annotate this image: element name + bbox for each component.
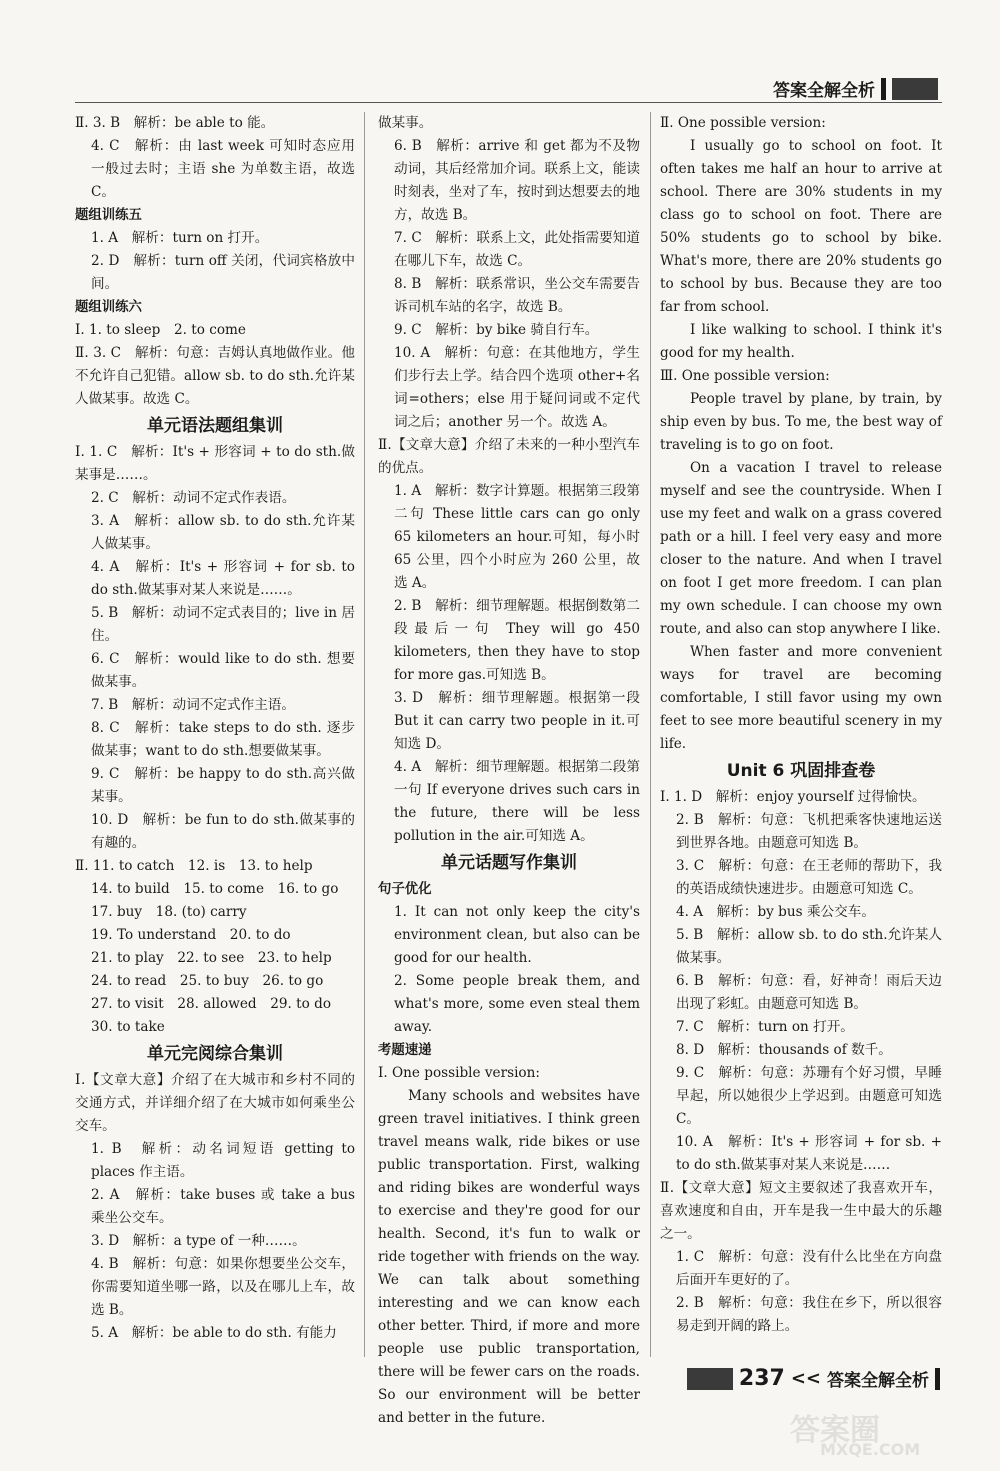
answer-item: 27. to visit 28. allowed 29. to do bbox=[91, 996, 332, 1012]
answer-item: 14. to build 15. to come 16. to go bbox=[91, 881, 339, 897]
answer-line: Ⅲ. One possible version: bbox=[660, 368, 830, 384]
answer-item: 30. to take bbox=[91, 1019, 165, 1035]
column-2 bbox=[378, 112, 640, 1430]
section-heading: 单元完阅综合集训 bbox=[147, 1044, 283, 1064]
answer-item: 2. D 解析：turn off 关闭，代词宾格放中间。 bbox=[91, 253, 355, 292]
header-title: 答案全解全析 bbox=[773, 81, 875, 101]
answer-item: 4. A 解析：It's + 形容词 + for sb. to do sth.做某事对某人来说是……。 bbox=[91, 559, 355, 598]
answer-item: 9. C 解析：by bike 骑自行车。 bbox=[394, 322, 599, 338]
answer-item: 10. D 解析：be fun to do sth.做某事的有趣的。 bbox=[91, 812, 355, 851]
header-bar bbox=[892, 78, 938, 100]
answer-item: 2. C 解析：动词不定式作表语。 bbox=[91, 490, 296, 506]
answer-line: Ⅱ. 11. to catch 12. is 13. to help bbox=[75, 858, 313, 874]
footer-divider bbox=[935, 1368, 940, 1390]
answer-item: 3. D 解析：a type of 一种……。 bbox=[91, 1233, 306, 1249]
answer-item: 10. A 解析：句意：在其他地方，学生们步行去上学。结合四个选项 other+名词=others；else 用于疑问词或不定代词之后；another 另一个。故选 A。 bbox=[394, 345, 640, 430]
answer-item: 7. C 解析：联系上文，此处指需要知道在哪儿下车，故选 C。 bbox=[394, 230, 640, 269]
footer-title: 答案全解全析 bbox=[827, 1371, 929, 1391]
answer-line: Ⅰ.【文章大意】介绍了在大城市和乡村不同的交通方式，并详细介绍了在大城市如何乘坐公交车。 bbox=[75, 1072, 355, 1134]
answer-item: 10. A 解析：It's + 形容词 + for sb. + to do sth.做某事对某人来说是…… bbox=[676, 1134, 942, 1173]
page-header bbox=[773, 76, 938, 101]
footer-bar bbox=[687, 1368, 733, 1390]
answer-item: 4. C 解析：由 last week 可知时态应用一般过去时；主语 she 为单数主语，故选 C。 bbox=[91, 138, 355, 200]
answer-item: 8. C 解析：take steps to do sth. 逐步做某事；want to do sth.想要做某事。 bbox=[91, 720, 355, 759]
answer-item: 6. B 解析：句意：看，好神奇！雨后天边出现了彩虹。由题意可知选 B。 bbox=[676, 973, 942, 1012]
answer-item: 6. C 解析：would like to do sth. 想要做某事。 bbox=[91, 651, 355, 690]
essay-paragraph: People travel by plane, by train, by ship even by bus. To me, the best way of traveling is to go on foot. bbox=[660, 391, 942, 453]
answer-line: Ⅱ. One possible version: bbox=[660, 115, 826, 131]
answer-item: 1. B 解析：动名词短语 getting to places 作主语。 bbox=[91, 1141, 355, 1180]
page-footer bbox=[687, 1366, 940, 1391]
answer-line: Ⅰ. One possible version: bbox=[378, 1065, 540, 1081]
section-heading: 单元话题写作集训 bbox=[441, 853, 577, 873]
answer-item: 24. to read 25. to buy 26. to go bbox=[91, 973, 324, 989]
watermark-url: MXQE.COM bbox=[820, 1440, 921, 1459]
answer-item: 1. It can not only keep the city's environment clean, but also can be good for our health. bbox=[394, 904, 640, 966]
subsection-heading: 考题速递 bbox=[378, 1043, 432, 1058]
answer-item: 2. B 解析：句意：飞机把乘客快速地运送到世界各地。由题意可知选 B。 bbox=[676, 812, 942, 851]
answer-item: 3. C 解析：句意：在王老师的帮助下，我的英语成绩快速进步。由题意可知选 C。 bbox=[676, 858, 942, 897]
answer-item: 5. A 解析：be able to do sth. 有能力 bbox=[91, 1325, 337, 1341]
answer-line: Ⅱ.【文章大意】短文主要叙述了我喜欢开车，喜欢速度和自由，开车是我一生中最大的乐趣之一。 bbox=[660, 1180, 942, 1242]
answer-item: 2. Some people break them, and what's more, some even steal them away. bbox=[394, 973, 640, 1035]
header-divider bbox=[881, 78, 886, 100]
chevron-left-icon: << bbox=[790, 1368, 821, 1389]
answer-item: 1. C 解析：句意：没有什么比坐在方向盘后面开车更好的了。 bbox=[676, 1249, 942, 1288]
essay-paragraph: I usually go to school on foot. It often takes me half an hour to arrive at school. There are 30% students in my class go to school on foot. There are 50% students go to school by bike. What's more, there are 20% students go to school by bus. Because they are too far from school. bbox=[660, 138, 942, 315]
essay-paragraph: Many schools and websites have green travel initiatives. I think green travel means walk, ride bikes or use public transportation. First, walking and riding bikes are wonderful ways to exercise and they're good for our health. Second, it's fun to walk or ride together with friends on the way. We can talk about something interesting and we can know each other better. Third, if more and more people use public transportation, there will be fewer cars on the roads. So our environment will be better and better in the future. bbox=[378, 1088, 640, 1426]
answer-item: 4. B 解析：句意：如果你想要坐公交车，你需要知道坐哪一路，以及在哪儿上车，故选 B。 bbox=[91, 1256, 355, 1318]
essay-paragraph: When faster and more convenient ways for travel are becoming comfortable, I still favor using my own feet to see more beautiful scenery in my life. bbox=[660, 644, 942, 752]
answer-line: Ⅱ. 3. C 解析：句意：吉姆认真地做作业。他不允许自己犯错。allow sb. to do sth.允许某人做某事。故选 C。 bbox=[75, 345, 355, 407]
subsection-heading: 题组训练五 bbox=[75, 208, 142, 223]
watermark-logo: 答案圈 bbox=[790, 1413, 880, 1448]
essay-paragraph: I like walking to school. I think it's good for my health. bbox=[660, 322, 942, 361]
answer-line: Ⅱ.【文章大意】介绍了未来的一种小型汽车的优点。 bbox=[378, 437, 640, 476]
subsection-heading: 句子优化 bbox=[378, 882, 432, 897]
answer-item: 19. To understand 20. to do bbox=[91, 927, 291, 943]
answer-item: 17. buy 18. (to) carry bbox=[91, 904, 247, 920]
answer-item: 6. B 解析：arrive 和 get 都为不及物动词，其后经常加介词。联系上文，能读时刻表，坐对了车，按时到达想要去的地方，故选 B。 bbox=[394, 138, 640, 223]
answer-item: 3. A 解析：allow sb. to do sth.允许某人做某事。 bbox=[91, 513, 355, 552]
answer-line: Ⅱ. 3. B 解析：be able to 能。 bbox=[75, 115, 275, 131]
answer-item: 3. D 解析：细节理解题。根据第一段 But it can carry two people in it.可知选 D。 bbox=[394, 690, 640, 752]
answer-line: Ⅰ. 1. D 解析：enjoy yourself 过得愉快。 bbox=[660, 789, 926, 805]
header-rule bbox=[75, 102, 942, 103]
subsection-heading: 题组训练六 bbox=[75, 300, 142, 315]
section-heading: 单元语法题组集训 bbox=[147, 416, 283, 436]
answer-item: 7. C 解析：turn on 打开。 bbox=[676, 1019, 854, 1035]
answer-item: 5. B 解析：allow sb. to do sth.允许某人做某事。 bbox=[676, 927, 942, 966]
answer-item: 2. B 解析：细节理解题。根据倒数第二段最后一句 They will go 450 kilometers, then they have to stop for more gas.可知选 B。 bbox=[394, 598, 640, 683]
answer-item: 1. A 解析：turn on 打开。 bbox=[91, 230, 269, 246]
essay-paragraph: On a vacation I travel to release myself and see the countryside. When I use my feet and walk on a grass covered path or a hill. I feel very easy and more closer to the nature. And when I travel on foot I get more freedom. I can plan my own schedule. I can choose my own route, and also can stop anywhere I like. bbox=[660, 460, 942, 637]
answer-item: 8. D 解析：thousands of 数千。 bbox=[676, 1042, 892, 1058]
column-1 bbox=[75, 112, 355, 1345]
answer-line: 做某事。 bbox=[378, 115, 433, 131]
answer-item: 1. A 解析：数字计算题。根据第三段第二句 These little cars can go only 65 kilometers an hour.可知，每小时 65 公里，四个小时应为 260 公里，故选 A。 bbox=[394, 483, 640, 591]
answer-item: 7. B 解析：动词不定式作主语。 bbox=[91, 697, 295, 713]
answer-item: 4. A 解析：细节理解题。根据第二段第一句 If everyone drives such cars in the future, there will be less pollution in the air.可知选 A。 bbox=[394, 759, 640, 844]
answer-item: 9. C 解析：be happy to do sth.高兴做某事。 bbox=[91, 766, 355, 805]
page-number: 237 bbox=[738, 1366, 785, 1391]
answer-item: 5. B 解析：动词不定式表目的；live in 居住。 bbox=[91, 605, 355, 644]
column-divider-2 bbox=[650, 112, 651, 1357]
answer-item: 9. C 解析：句意：苏珊有个好习惯，早睡早起，所以她很少上学迟到。由题意可知选 C。 bbox=[676, 1065, 942, 1127]
answer-item: 8. B 解析：联系常识，坐公交车需要告诉司机车站的名字，故选 B。 bbox=[394, 276, 640, 315]
answer-line: Ⅰ. 1. C 解析：It's + 形容词 + to do sth.做某事是……。 bbox=[75, 444, 355, 483]
column-3 bbox=[660, 112, 942, 1338]
answer-item: 21. to play 22. to see 23. to help bbox=[91, 950, 332, 966]
section-heading: Unit 6 巩固排查卷 bbox=[726, 761, 876, 781]
answer-item: 2. B 解析：句意：我住在乡下，所以很容易走到开阔的路上。 bbox=[676, 1295, 942, 1334]
answer-line: Ⅰ. 1. to sleep 2. to come bbox=[75, 322, 246, 338]
column-divider-1 bbox=[364, 112, 365, 1357]
answer-item: 2. A 解析：take buses 或 take a bus 乘坐公交车。 bbox=[91, 1187, 355, 1226]
answer-item: 4. A 解析：by bus 乘公交车。 bbox=[676, 904, 875, 920]
